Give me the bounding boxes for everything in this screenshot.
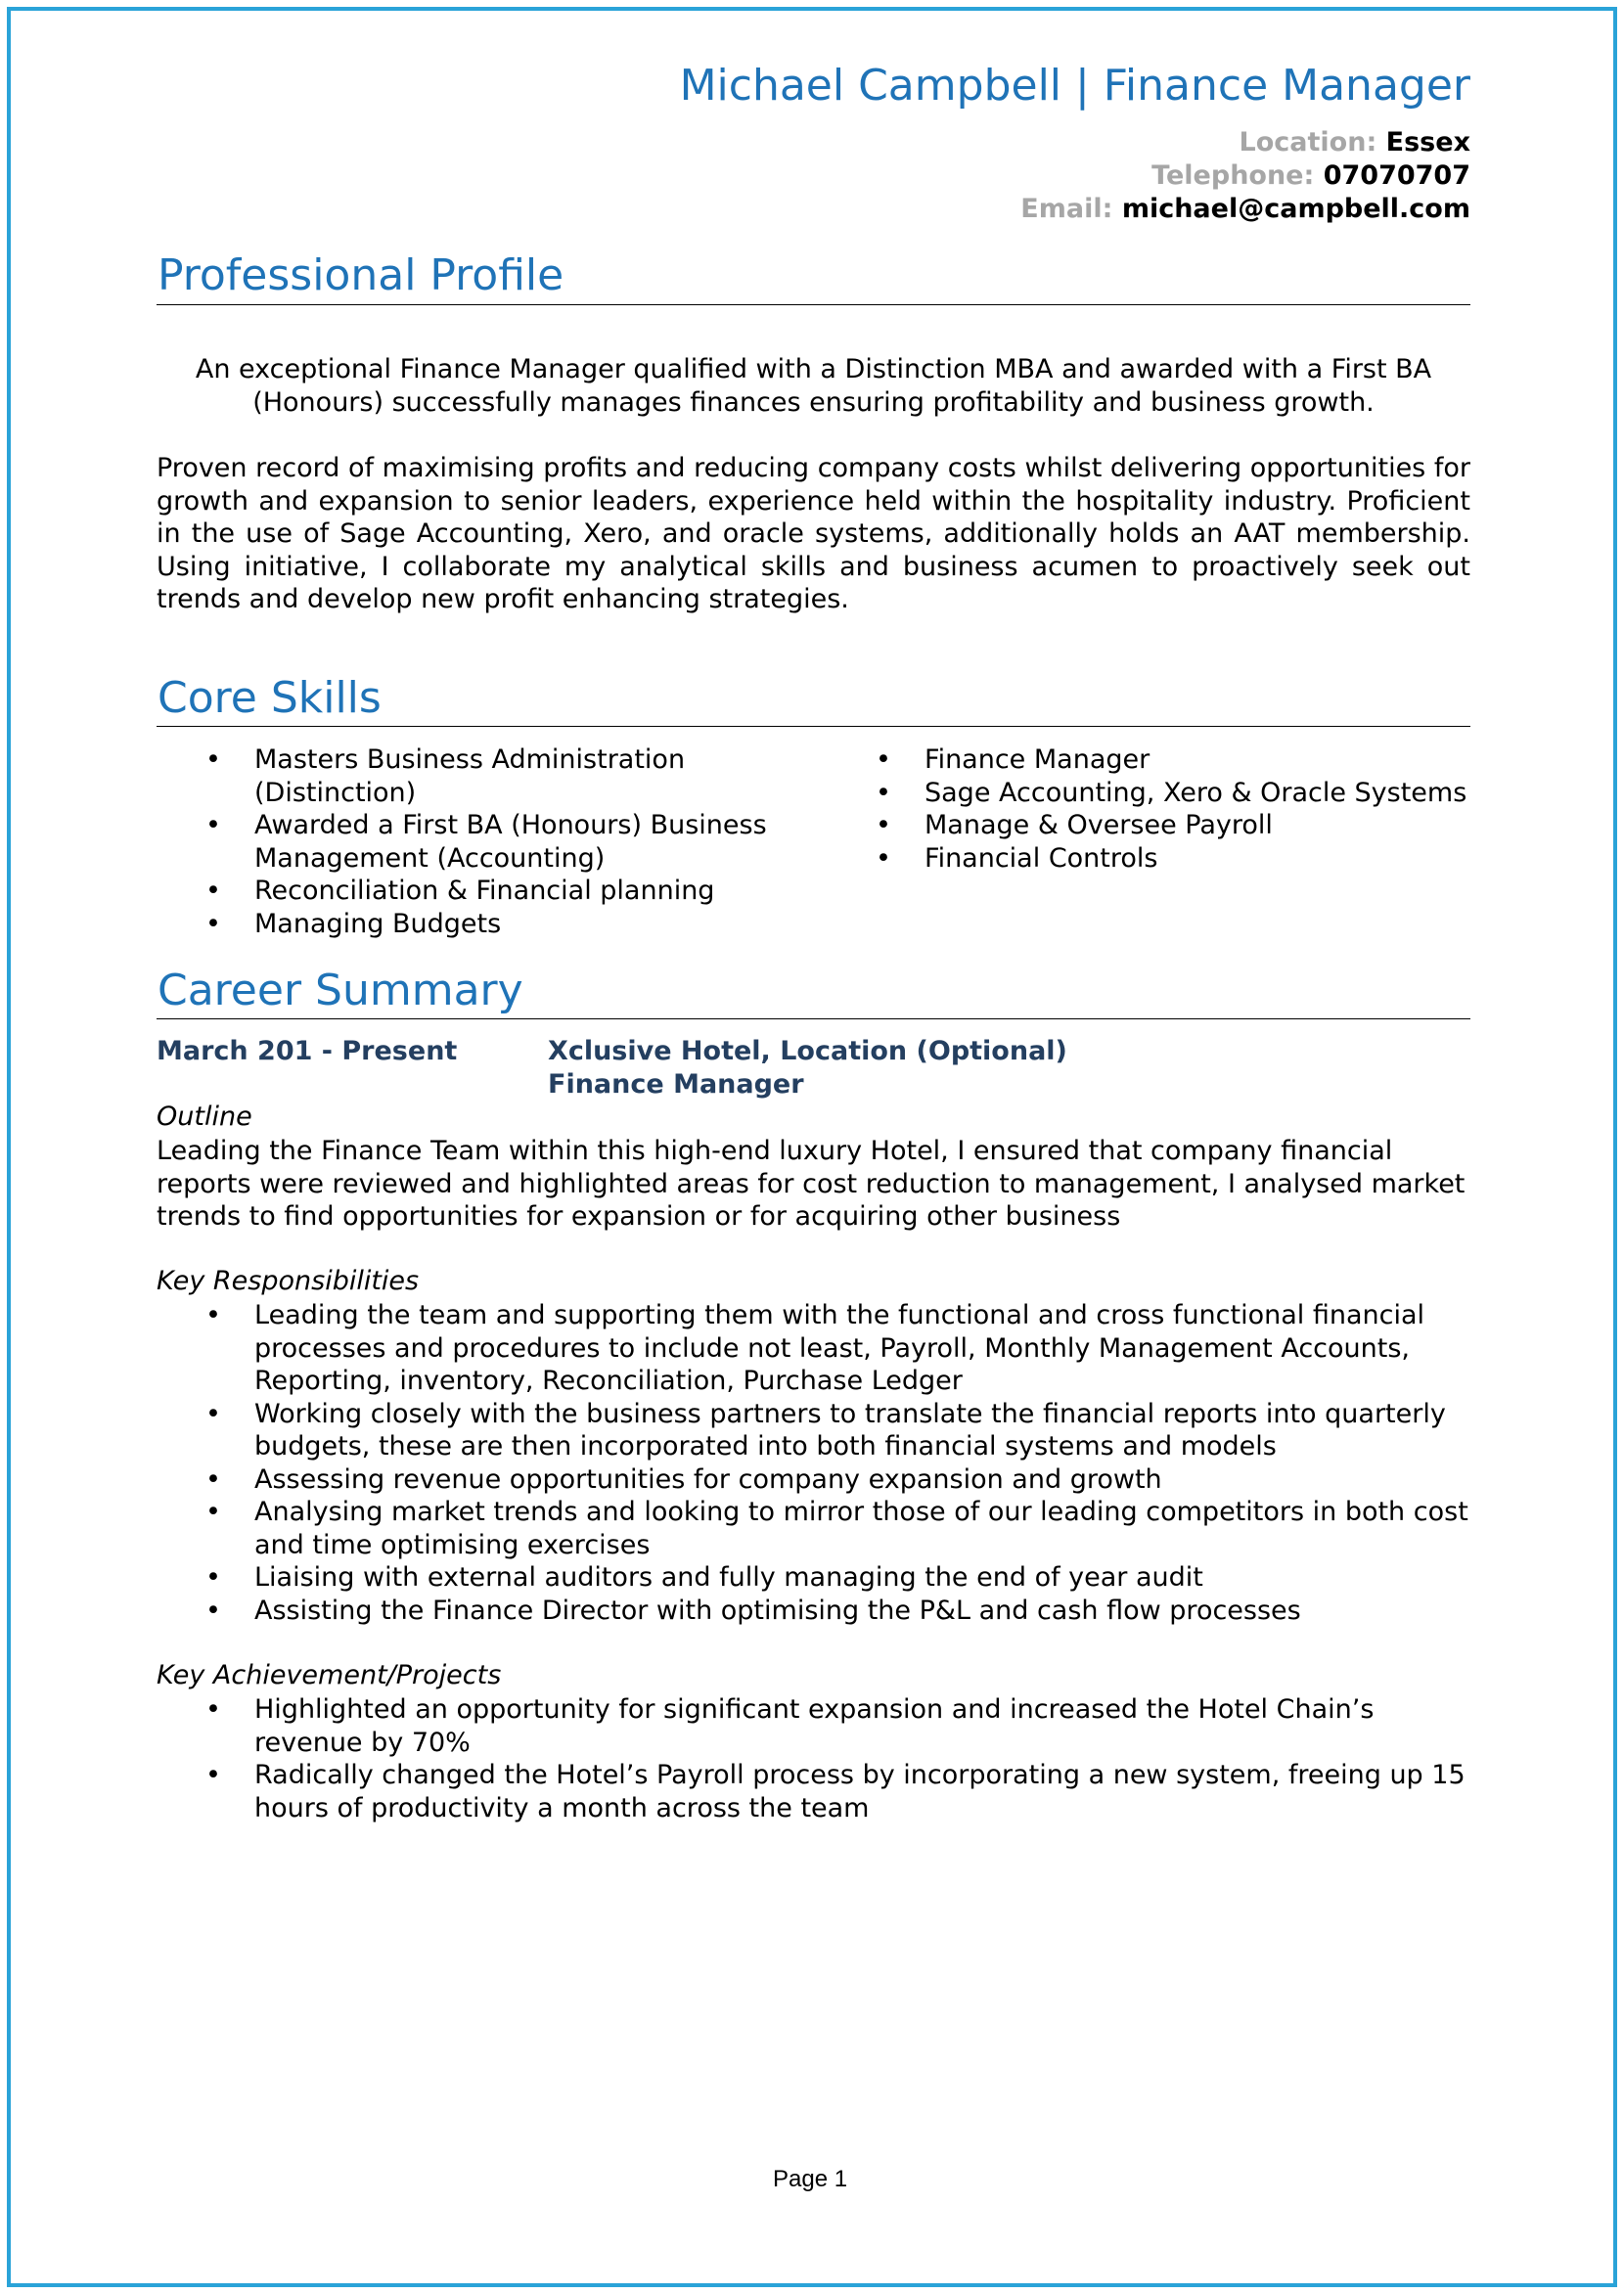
skills-list-left: [157, 743, 822, 940]
section-title-profile: Professional Profile: [157, 250, 1470, 305]
list-item: • Financial Controls: [827, 842, 1470, 876]
list-item: • Assisting the Finance Director with optimising the P&L and cash flow processes: [157, 1595, 1470, 1628]
list-item: • Managing Budgets: [157, 908, 822, 941]
responsibilities-list: [157, 1299, 1470, 1627]
skills-list-right: [827, 743, 1470, 875]
section-title-career: Career Summary: [157, 966, 1470, 1019]
contact-location: [1240, 127, 1470, 157]
list-item: • Working closely with the business partners to translate the financial reports into quarterly budgets, these are then incorporated into both financial systems and models: [157, 1398, 1470, 1463]
outline-text: Leading the Finance Team within this high-end luxury Hotel, I ensured that company financial reports were reviewed and highlighted areas for cost reduction to management, I analysed market trends to find opportunities for expansion or for acquiring other business: [157, 1136, 1466, 1232]
telephone-label: Telephone:: [1151, 160, 1315, 191]
profile-intro: An exceptional Finance Manager qualified with a Distinction MBA and awarded with a First BA (Honours) successfully manages finances ensuring profitability and business growth.: [195, 354, 1432, 418]
achievements-list: [157, 1693, 1470, 1824]
list-item: • Liaising with external auditors and fully managing the end of year audit: [157, 1561, 1470, 1595]
list-item: • Analysing market trends and looking to mirror those of our leading competitors in both cost and time optimising exercises: [157, 1496, 1470, 1561]
list-item: • Assessing revenue opportunities for company expansion and growth: [157, 1463, 1470, 1497]
responsibilities-label: Key Responsibilities: [157, 1266, 420, 1296]
outline-label: Outline: [157, 1102, 252, 1132]
list-item: • Reconciliation & Financial planning: [157, 875, 822, 908]
list-item: • Leading the team and supporting them with the functional and cross functional financial processes and procedures to include not least, Payroll, Monthly Management Accounts, Reporting, inventory, Reconciliation, Purchase Ledger: [157, 1299, 1470, 1398]
contact-email: [1020, 194, 1470, 224]
email-value[interactable]: michael@campbell.com: [1121, 194, 1470, 224]
page-number: Page 1: [773, 2166, 848, 2192]
job-employer: Xclusive Hotel, Location (Optional): [548, 1036, 1067, 1066]
location-label: Location:: [1239, 127, 1377, 157]
email-label: Email:: [1020, 194, 1113, 224]
section-title-skills: Core Skills: [157, 673, 1470, 727]
list-item: • Awarded a First BA (Honours) Business Management (Accounting): [157, 809, 822, 875]
job-title: Finance Manager: [548, 1069, 804, 1100]
candidate-name-title: Michael Campbell | Finance Manager: [679, 61, 1470, 111]
list-item: • Radically changed the Hotel’s Payroll process by incorporating a new system, freeing up 15 hours of productivity a month across the team: [157, 1759, 1470, 1824]
profile-body: Proven record of maximising profits and reducing company costs whilst delivering opportunities for growth and expansion to senior leaders, experience held within the hospitality industry. Proficient in the use of Sage Accounting, Xero, and oracle systems, additionally holds an AAT membership. Using initiative, I collaborate my analytical skills and business acumen to proactively seek out trends and develop new profit enhancing strategies.: [157, 453, 1470, 614]
list-item: • Masters Business Administration (Distinction): [157, 743, 822, 809]
list-item: • Highlighted an opportunity for significant expansion and increased the Hotel Chain’s revenue by 70%: [157, 1693, 1470, 1759]
achievements-label: Key Achievement/Projects: [157, 1660, 502, 1690]
list-item: • Sage Accounting, Xero & Oracle Systems: [827, 777, 1470, 810]
job-dates: March 201 - Present: [157, 1036, 458, 1066]
telephone-value: 07070707: [1323, 160, 1470, 191]
contact-telephone: [1151, 160, 1470, 191]
list-item: • Finance Manager: [827, 743, 1470, 777]
list-item: • Manage & Oversee Payroll: [827, 809, 1470, 842]
location-value: Essex: [1385, 127, 1470, 157]
